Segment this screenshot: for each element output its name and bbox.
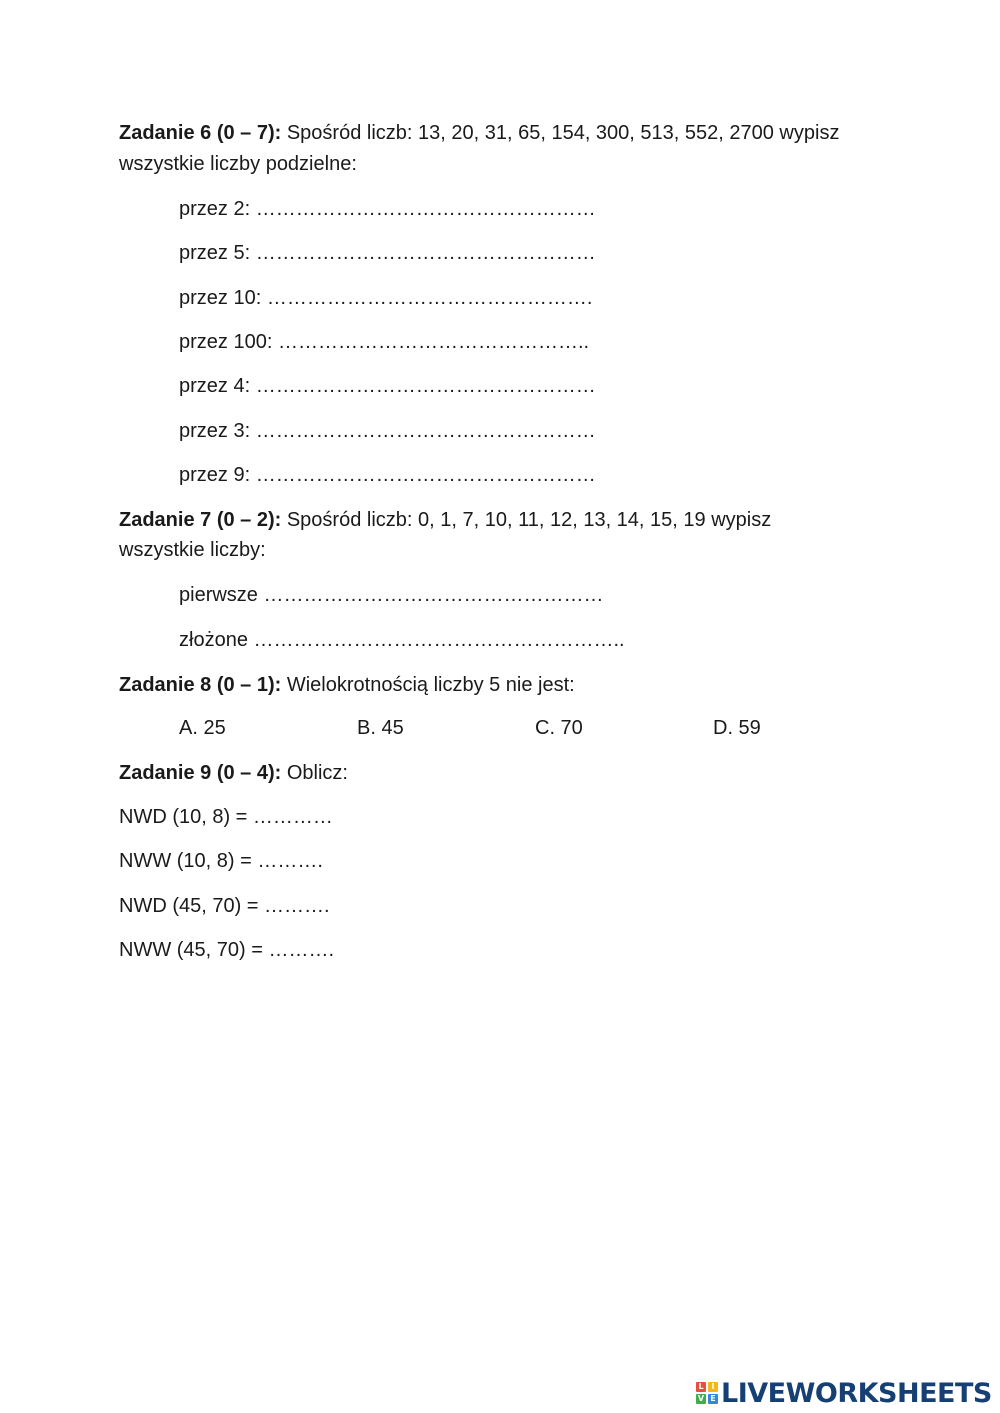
logo-tile: E: [708, 1394, 718, 1404]
task7-prompt-line2: wszystkie liczby:: [119, 539, 266, 561]
task7-answer-prime[interactable]: pierwsze ……………………………………………: [179, 584, 604, 606]
task9-prompt: Oblicz:: [286, 762, 348, 784]
task9-title: Zadanie 9 (0 – 4):: [119, 762, 282, 784]
task6-answer-div100[interactable]: przez 100: ………………………………………..: [179, 331, 590, 353]
logo-tile: I: [708, 1382, 718, 1392]
task7-prompt-line1: Spośród liczb: 0, 1, 7, 10, 11, 12, 13, 14, 15, 19 wypisz: [286, 509, 772, 531]
task6-answer-div4[interactable]: przez 4: ……………………………………………: [179, 375, 596, 397]
task6-prompt-line2: wszystkie liczby podzielne:: [119, 153, 357, 175]
logo-tile: L: [696, 1382, 706, 1392]
task6-title: Zadanie 6 (0 – 7):: [119, 122, 282, 144]
task6-header: [119, 118, 839, 148]
task8-option-b[interactable]: B. 45: [357, 717, 404, 739]
task7-header: [119, 505, 771, 535]
task9-header: [119, 758, 348, 788]
task8-title: Zadanie 8 (0 – 1):: [119, 674, 282, 696]
logo-tiles-icon: [696, 1382, 718, 1404]
task6-answer-div10[interactable]: przez 10: ………………………………………….: [179, 287, 593, 309]
task6-answer-div9[interactable]: przez 9: ……………………………………………: [179, 464, 596, 486]
task8-prompt: Wielokrotnością liczby 5 nie jest:: [286, 674, 575, 696]
task8-option-d[interactable]: D. 59: [713, 717, 761, 739]
task9-answer-nww-10-8[interactable]: NWW (10, 8) = ……….: [119, 850, 323, 872]
task8-header: [119, 670, 575, 700]
task8-option-c[interactable]: C. 70: [535, 717, 583, 739]
logo-text: LIVEWORKSHEETS: [721, 1377, 992, 1409]
task6-answer-div5[interactable]: przez 5: ……………………………………………: [179, 242, 596, 264]
task8-option-a[interactable]: A. 25: [179, 717, 226, 739]
task6-answer-div2[interactable]: przez 2: ……………………………………………: [179, 198, 596, 220]
task6-answer-div3[interactable]: przez 3: ……………………………………………: [179, 420, 596, 442]
task7-title: Zadanie 7 (0 – 2):: [119, 509, 282, 531]
task9-answer-nww-45-70[interactable]: NWW (45, 70) = ……….: [119, 939, 335, 961]
task7-answer-composite[interactable]: złożone ………………………………………………..: [179, 629, 625, 651]
logo-tile: V: [697, 1394, 705, 1403]
task9-answer-nwd-45-70[interactable]: NWD (45, 70) = ……….: [119, 895, 330, 917]
task9-answer-nwd-10-8[interactable]: NWD (10, 8) = …………: [119, 806, 333, 828]
task6-prompt-line1: Spośród liczb: 13, 20, 31, 65, 154, 300, 513, 552, 2700 wypisz: [286, 122, 840, 144]
liveworksheets-logo: [696, 1377, 992, 1409]
